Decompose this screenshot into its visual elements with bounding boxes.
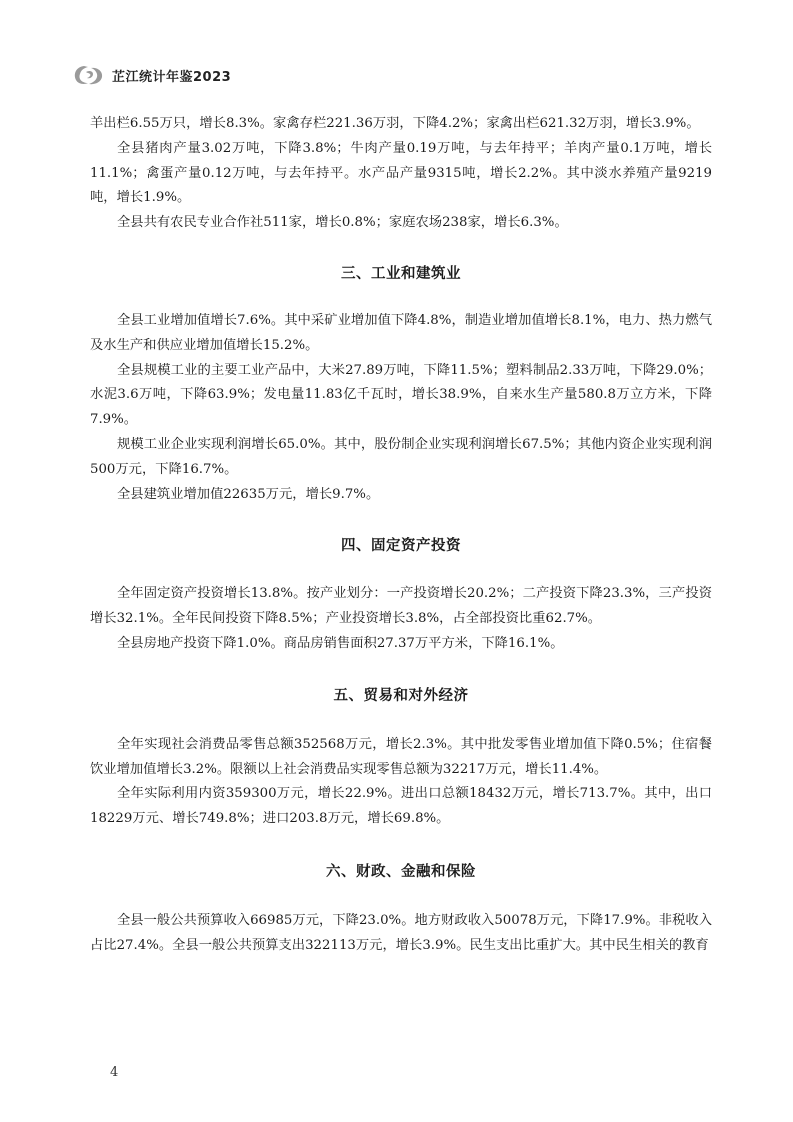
paragraph-real-estate: 全县房地产投资下降1.0%。商品房销售面积27.37万平方米，下降16.1%。 xyxy=(117,635,564,651)
paragraph-foreign-trade: 全年实际利用内资359300万元，增长22.9%。进出口总额18432万元，增长713.7%。其中，出口18229万元、增长749.8%；进口203.8万元，增长69.8%。 xyxy=(90,786,712,827)
yearbook-title: 芷江统计年鉴2023 xyxy=(112,69,232,85)
paragraph-livestock-cont: 羊出栏6.55万只，增长8.3%。家禽存栏221.36万羽，下降4.2%；家禽出栏621.32万羽，增长3.9%。 xyxy=(90,116,700,131)
zhijiang-logo-icon xyxy=(72,64,106,86)
section-heading-industry: 三、工业和建筑业 xyxy=(341,265,461,282)
page-header xyxy=(72,63,231,87)
section-heading-finance: 六、财政、金融和保险 xyxy=(326,863,476,880)
paragraph-fixed-investment: 全年固定资产投资增长13.8%。按产业划分：一产投资增长20.2%；二产投资下降23.3%，三产投资增长32.1%。全年民间投资下降8.5%；产业投资增长3.8%，占全部投资比重62.7%。 xyxy=(90,586,712,627)
page-body xyxy=(90,112,712,959)
paragraph-industrial-profit: 规模工业企业实现利润增长65.0%。其中，股份制企业实现利润增长67.5%；其他内资企业实现利润500万元，下降16.7%。 xyxy=(90,436,712,477)
section-heading-investment: 四、固定资产投资 xyxy=(341,538,461,555)
section-heading-trade: 五、贸易和对外经济 xyxy=(333,687,469,704)
paragraph-public-budget: 全县一般公共预算收入66985万元，下降23.0%。地方财政收入50078万元，下降17.9%。非税收入占比27.4%。全县一般公共预算支出322113万元，增长3.9%。民生支出比重扩大。其中民生相关的教育 xyxy=(90,912,712,953)
paragraph-industrial-products: 全县规模工业的主要工业产品中，大米27.89万吨，下降11.5%；塑料制品2.33万吨，下降29.0%；水泥3.6万吨，下降63.9%；发电量11.83亿千瓦时，增长38.9%，自来水生产量580.8万立方米，下降7.9%。 xyxy=(90,362,712,428)
paragraph-retail-sales: 全年实现社会消费品零售总额352568万元，增长2.3%。其中批发零售业增加值下降0.5%；住宿餐饮业增加值增长3.2%。限额以上社会消费品实现零售总额为32217万元，增长11.4%。 xyxy=(90,736,712,777)
paragraph-meat-production: 全县猪肉产量3.02万吨，下降3.8%；牛肉产量0.19万吨，与去年持平；羊肉产量0.1万吨，增长11.1%；禽蛋产量0.12万吨，与去年持平。水产品产量9315吨，增长2.2%。其中淡水养殖产量9219吨，增长1.9%。 xyxy=(90,140,712,206)
paragraph-cooperatives: 全县共有农民专业合作社511家，增长0.8%；家庭农场238家，增长6.3%。 xyxy=(117,215,568,231)
page-number: 4 xyxy=(110,1065,119,1080)
paragraph-construction: 全县建筑业增加值22635万元，增长9.7%。 xyxy=(117,486,380,502)
paragraph-industry-value: 全县工业增加值增长7.6%。其中采矿业增加值下降4.8%，制造业增加值增长8.1%，电力、热力燃气及水生产和供应业增加值增长15.2%。 xyxy=(90,312,712,353)
